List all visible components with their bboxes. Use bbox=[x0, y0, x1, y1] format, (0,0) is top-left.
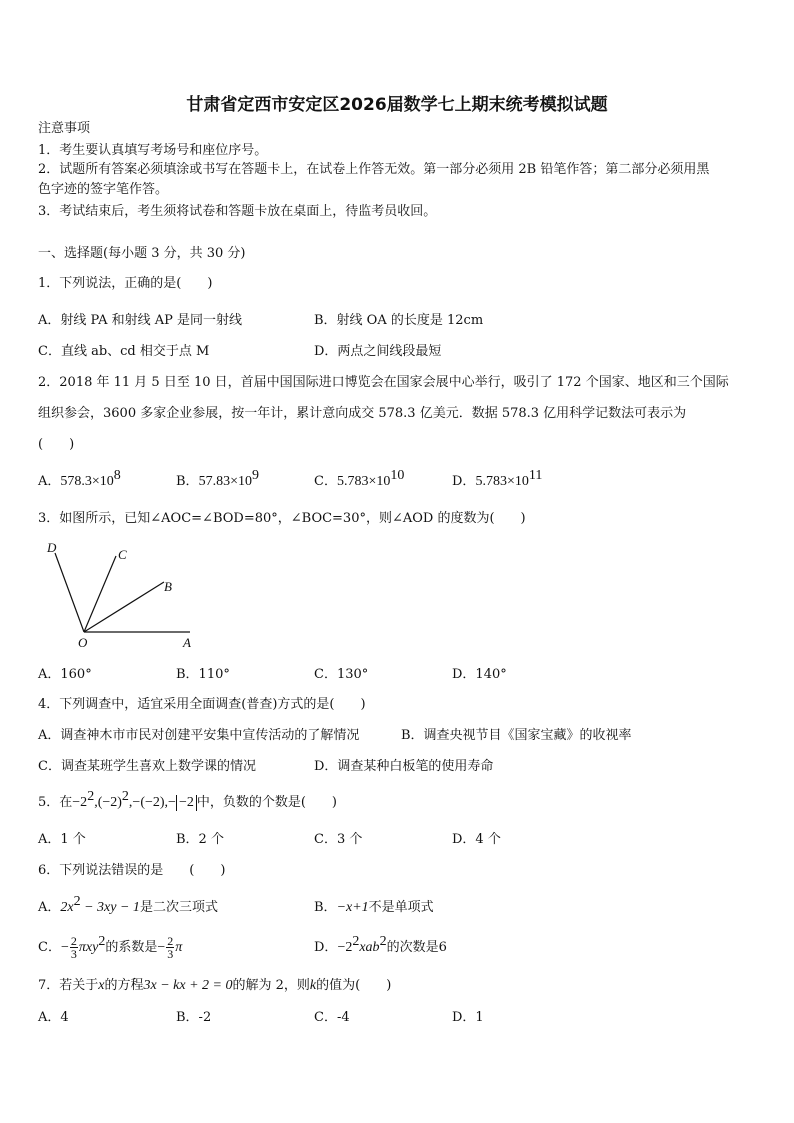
option-a: A．$2x^2 - 3xy - 1$是二次三项式 bbox=[38, 894, 218, 915]
question-stem: 组织参会，3600 多家企业参展，按一年计，累计意向成交 578.3 亿美元．数据 578.3 亿用科学记数法可表示为 bbox=[38, 406, 687, 421]
option-c: C．-4 bbox=[314, 1010, 350, 1025]
page-title: 甘肃省定西市安定区2026届数学七上期末统考模拟试题 bbox=[186, 95, 608, 115]
question-stem: 4．下列调查中，适宜采用全面调查(普查)方式的是( ) bbox=[38, 697, 366, 712]
ray-od bbox=[55, 553, 84, 632]
question-stem: 1．下列说法，正确的是( ) bbox=[38, 276, 213, 291]
option-a: A．1 个 bbox=[38, 832, 86, 847]
option-d: D．调查某种白板笔的使用寿命 bbox=[314, 759, 494, 774]
option-b: B．-2 bbox=[176, 1010, 212, 1025]
option-c: C．130° bbox=[314, 667, 369, 682]
notice-item: 1．考生要认真填写考场号和座位序号。 bbox=[38, 143, 268, 158]
notice-item: 2．试题所有答案必须填涂或书写在答题卡上，在试卷上作答无效。第一部分必须用 2B 铅笔作答；第二部分必须用黑 bbox=[38, 162, 710, 177]
option-c: C．3 个 bbox=[314, 832, 363, 847]
label-d: D bbox=[47, 540, 57, 555]
option-b: B．2 个 bbox=[176, 832, 224, 847]
notice-heading: 注意事项 bbox=[38, 121, 91, 136]
option-b: B．射线 OA 的长度是 12cm bbox=[314, 313, 484, 328]
question-stem: 7．若关于x的方程3x − kx + 2 = 0的解为 2，则k的值为( ) bbox=[38, 978, 392, 993]
option-a: A．射线 PA 和射线 AP 是同一射线 bbox=[38, 313, 242, 328]
option-d: D．$5.783\times 10^{11}$ bbox=[452, 468, 543, 489]
angle-diagram bbox=[38, 538, 208, 650]
label-o: O bbox=[78, 635, 88, 650]
option-c: C．调查某班学生喜欢上数学课的情况 bbox=[38, 759, 256, 774]
option-c: C．$5.783\times 10^{10}$ bbox=[314, 468, 405, 489]
notice-item: 3．考试结束后，考生须将试卷和答题卡放在桌面上，待监考员收回。 bbox=[38, 204, 437, 219]
label-b: B bbox=[164, 579, 172, 594]
option-a: A．4 bbox=[38, 1010, 69, 1025]
label-a: A bbox=[183, 635, 191, 650]
option-a: A．$578.3\times 10^8$ bbox=[38, 468, 121, 489]
question-stem: 5．在$-2^2,(-2)^2,-(-2),- -2$ 中，负数的个数是( ) bbox=[38, 789, 337, 810]
question-stem: 6．下列说法错误的是 ( ) bbox=[38, 863, 226, 878]
option-a: A．160° bbox=[38, 667, 92, 682]
question-stem: ( ) bbox=[38, 437, 75, 452]
option-b: B．110° bbox=[176, 667, 230, 682]
ray-oc bbox=[84, 556, 116, 632]
label-c: C bbox=[118, 547, 127, 562]
option-d: D．1 bbox=[452, 1010, 484, 1025]
option-b: B．$57.83\times 10^9$ bbox=[176, 468, 259, 489]
option-a: A．调查神木市市民对创建平安集中宣传活动的了解情况 bbox=[38, 728, 360, 743]
notice-item: 色字迹的签字笔作答。 bbox=[38, 182, 169, 197]
option-b: B．−x+1不是单项式 bbox=[314, 900, 434, 915]
option-c: C．直线 ab、cd 相交于点 M bbox=[38, 344, 210, 359]
option-c: C．− $\frac{2}{3}$ πxy$^2$的系数是− $\frac{2}{3}$ π bbox=[38, 934, 183, 961]
ray-ob bbox=[84, 582, 164, 632]
question-stem: 3．如图所示，已知∠AOC=∠BOD=80°，∠BOC=30°，则∠AOD 的度数为( ) bbox=[38, 511, 526, 526]
option-d: D．两点之间线段最短 bbox=[314, 344, 442, 359]
question-stem: 2．2018 年 11 月 5 日至 10 日，首届中国国际进口博览会在国家会展中心举行，吸引了 172 个国家、地区和三个国际 bbox=[38, 375, 729, 390]
option-b: B．调查央视节目《国家宝藏》的收视率 bbox=[401, 728, 632, 743]
option-d: D．140° bbox=[452, 667, 507, 682]
option-d: D．$-2^2xab^2$的次数是6 bbox=[314, 934, 447, 955]
option-d: D．4 个 bbox=[452, 832, 501, 847]
section-heading: 一、选择题(每小题 3 分，共 30 分) bbox=[38, 246, 246, 261]
